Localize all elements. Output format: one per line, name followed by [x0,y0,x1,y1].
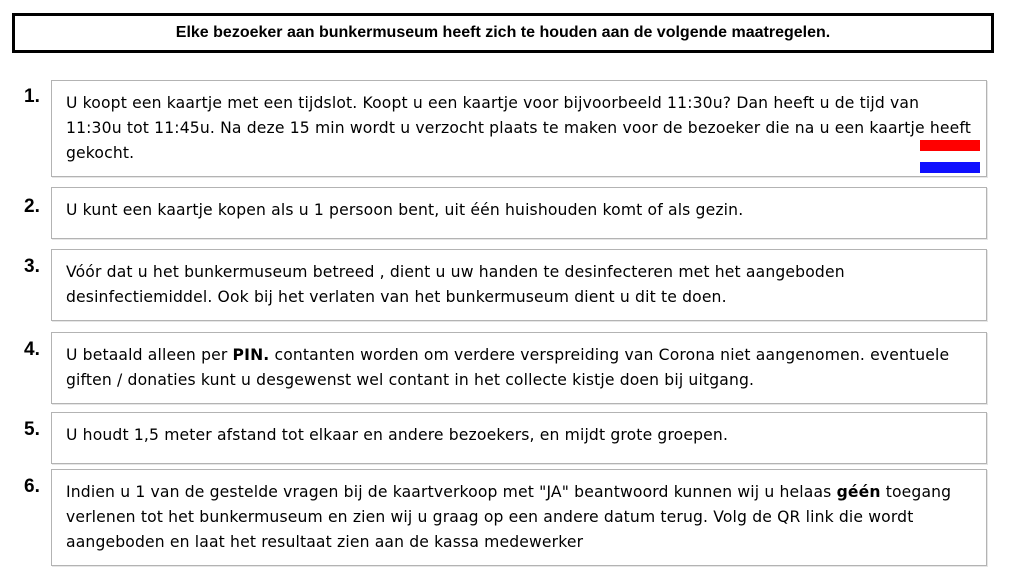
rule-text-2: U kunt een kaartje kopen als u 1 persoon bent, uit één huishouden komt of als gezin. [66,201,744,219]
rule-item-5 [51,412,987,464]
rule-text-4-end: contanten worden om verdere verspreiding van Corona niet aangenomen. eventuele giften / donaties kunt u desgewenst wel contant in het collecte kistje doen bij uitgang. [66,346,950,389]
rule-text-3: Vóór dat u het bunkermuseum betreed , dient u uw handen te desinfecteren met het aangeboden desinfectiemiddel. Ook bij het verlaten van het bunkermuseum dient u dit te doen. [66,263,845,306]
rule-text-4 [66,343,972,393]
rule-text-4-start: U betaald alleen per [66,346,233,364]
rule-item-1 [51,80,987,177]
rule-text-4-bold: PIN. [232,346,270,364]
page-title: Elke bezoeker aan bunkermuseum heeft zich te houden aan de volgende maatregelen. [12,13,994,53]
dutch-flag-icon [920,140,980,173]
rule-number-2: 2. [24,196,40,217]
rule-item-2 [51,187,987,239]
rule-text-6-start: Indien u 1 van de gestelde vragen bij de kaartverkoop met "JA" beantwoord kunnen wij u helaas [66,483,837,501]
flag-stripe-red [920,140,980,151]
flag-stripe-white [920,151,980,162]
rule-item-6 [51,469,987,566]
rule-text-1: U koopt een kaartje met een tijdslot. Koopt u een kaartje voor bijvoorbeeld 11:30u? Dan heeft u de tijd van 11:30u tot 11:45u. Na deze 15 min wordt u verzocht plaats te maken voor de bezoeker die na u een kaartje heeft gekocht. [66,94,971,162]
rule-number-4: 4. [24,339,40,360]
rule-text-6-end: toegang verlenen tot het bunkermuseum en zien wij u graag op een andere datum terug. Volg de QR link die wordt aangeboden en laat het resultaat zien aan de kassa medewerker [66,483,952,551]
rule-number-5: 5. [24,419,40,440]
rule-item-4 [51,332,987,404]
rule-number-6: 6. [24,476,40,497]
rule-item-3 [51,249,987,321]
rule-number-3: 3. [24,256,40,277]
rule-number-1: 1. [24,86,40,107]
rule-text-6 [66,480,972,555]
rule-text-6-bold: géén [836,483,881,501]
rule-text-5: U houdt 1,5 meter afstand tot elkaar en andere bezoekers, en mijdt grote groepen. [66,426,729,444]
flag-stripe-blue [920,162,980,173]
